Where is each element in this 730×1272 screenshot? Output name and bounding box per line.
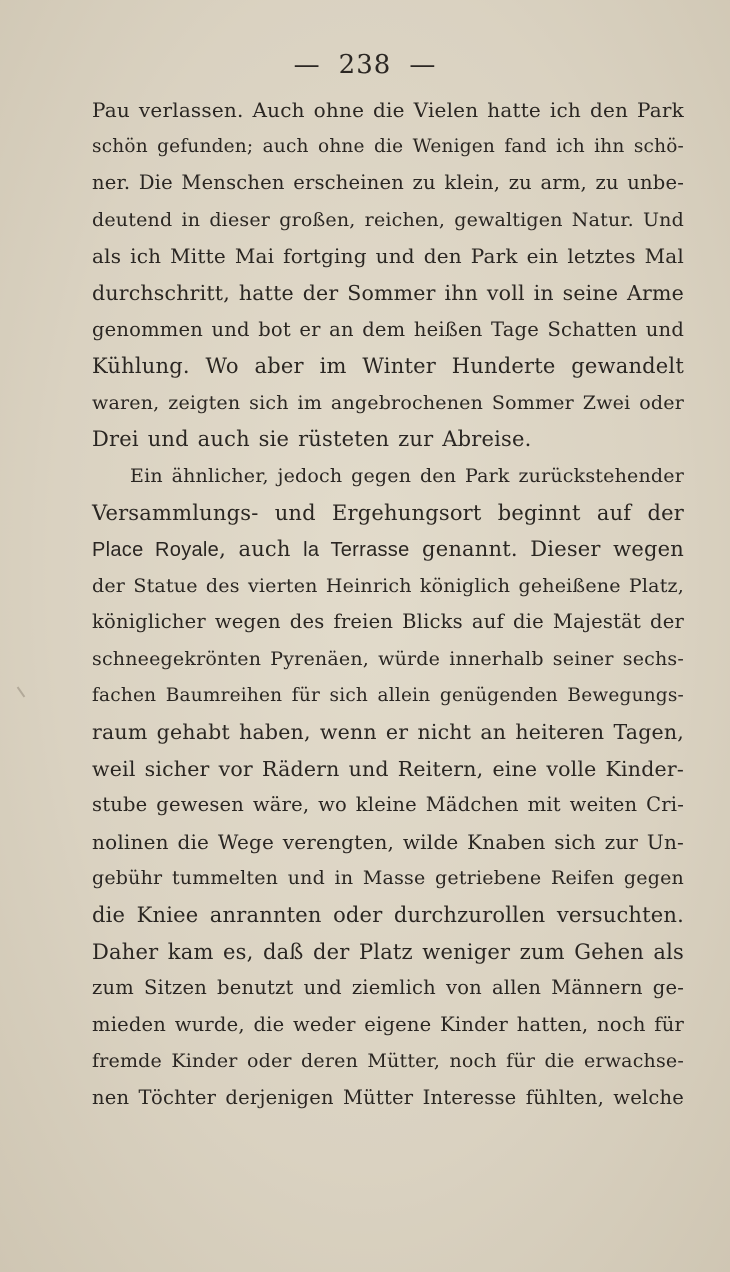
text-line: raum gehabt haben, wenn er nicht an heiteren Tagen,: [92, 720, 684, 745]
text-line-paragraph-end: Drei und auch sie rüsteten zur Abreise.: [92, 427, 532, 452]
text-line: die Kniee anrannten oder durchzurollen versuchten.: [92, 903, 684, 928]
text-line: Place Royale, auch la Terrasse genannt. Dieser wegen: [92, 537, 684, 562]
text-line: stube gewesen wäre, wo kleine Mädchen mit weiten Cri-: [92, 793, 684, 817]
text-line: königlicher wegen des freien Blicks auf die Majestät der: [92, 610, 684, 634]
text-line: fremde Kinder oder deren Mütter, noch für die erwachse-: [92, 1050, 684, 1073]
dash-right: —: [409, 50, 437, 80]
text-line: zum Sitzen benutzt und ziemlich von allen Männern ge-: [92, 976, 684, 1000]
body-text: [92, 92, 684, 1117]
text-line: Versammlungs- und Ergehungsort beginnt auf der: [92, 500, 684, 525]
page-number-value: 238: [338, 50, 392, 80]
text-line-paragraph-start: Ein ähnlicher, jedoch gegen den Park zurückstehender: [130, 464, 684, 487]
text-line: nen Töchter derjenigen Mütter Interesse fühlten, welche: [92, 1086, 684, 1110]
text-line: ner. Die Menschen erscheinen zu klein, zu arm, zu unbe-: [92, 171, 684, 195]
text-line: durchschritt, hatte der Sommer ihn voll in seine Arme: [92, 280, 684, 305]
text-line: genommen und bot er an dem heißen Tage Schatten und: [92, 317, 684, 341]
text-line: deutend in dieser großen, reichen, gewaltigen Natur. Und: [92, 208, 684, 231]
text-line: nolinen die Wege verengten, wilde Knaben sich zur Un-: [92, 829, 684, 854]
text-line: schneegekrönten Pyrenäen, würde innerhalb seiner sechs-: [92, 647, 684, 670]
text-line: weil sicher vor Rädern und Reitern, eine volle Kinder-: [92, 756, 684, 781]
text-line: gebühr tummelten und in Masse getriebene Reifen gegen: [92, 867, 684, 890]
paper-mark: [17, 687, 26, 698]
text-line: Daher kam es, daß der Platz weniger zum Gehen als: [92, 939, 684, 964]
text-line: mieden wurde, die weder eigene Kinder hatten, noch für: [92, 1012, 684, 1036]
text-line: waren, zeigten sich im angebrochenen Sommer Zwei oder: [92, 391, 684, 414]
dash-left: —: [293, 50, 321, 80]
text-line: Pau verlassen. Auch ohne die Vielen hatte ich den Park: [92, 98, 684, 122]
text-line: der Statue des vierten Heinrich königlich geheißene Platz,: [92, 574, 684, 597]
text-line: fachen Baumreihen für sich allein genügenden Bewegungs-: [92, 684, 684, 706]
text-line: als ich Mitte Mai fortging und den Park ein letztes Mal: [92, 244, 684, 269]
page-number: [0, 50, 730, 80]
text-line: schön gefunden; auch ohne die Wenigen fand ich ihn schö-: [92, 135, 684, 157]
text-line: Kühlung. Wo aber im Winter Hunderte gewandelt: [92, 354, 684, 379]
